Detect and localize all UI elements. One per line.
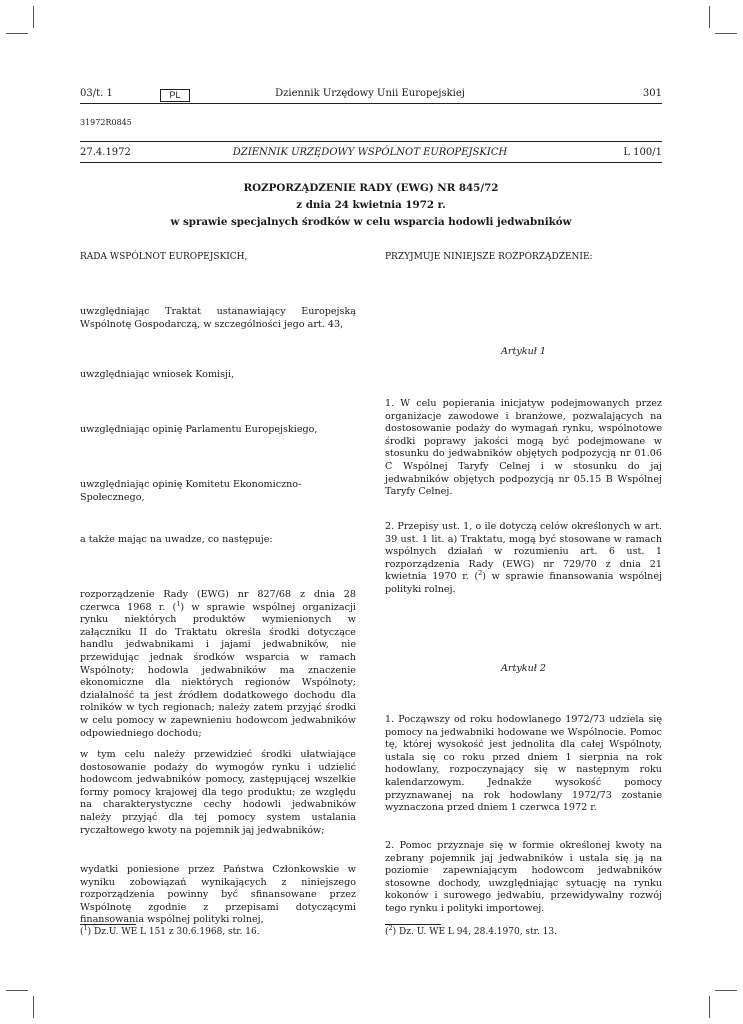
regulation-date: z dnia 24 kwietnia 1972 r. <box>296 199 446 211</box>
language-badge: PL <box>160 89 190 102</box>
footnote-1-text: Dz.U. WE L 151 z 30.6.1968, str. 16. <box>94 927 260 937</box>
crop-mark <box>6 990 28 991</box>
footnote-ref-1: 1 <box>176 599 181 608</box>
issue-number: 03/t. 1 <box>80 88 113 99</box>
article-1-paragraph-2 <box>385 521 662 597</box>
running-header-rule-bottom <box>80 162 662 163</box>
recital-ecosoc: uwzględniając opinię Komitetu Ekonomiczno-Społecznego, <box>80 479 302 503</box>
crop-mark <box>709 996 710 1018</box>
whereas-1-text-b: ) w sprawie wspólnej organizacji rynku niektórych produktów wymienionych w załączniku II do Traktatu określa środki dotyczące handlu jedwabnikami i jajami jedwabników, nie przewidując jednak środków wsparcia w ramach Wspólnoty; hodowla jedwabników ma znaczenie ekonomiczne dla niektórych regionów Wspólnoty; działalność ta jest źródłem dodatkowego dochodu dla rolników w tych regionach; należy zatem przyjąć środki w celu pomocy w zapewnieniu hodowcom jedwabników odpowiedniego dochodu; <box>80 601 356 739</box>
running-header-title: DZIENNIK URZĘDOWY WSPÓLNOT EUROPEJSKICH <box>232 147 508 158</box>
header-rule <box>80 103 662 104</box>
whereas-paragraph-1 <box>80 589 356 740</box>
footnote-2: ($^2$) Dz. U. WE L 94, 28.4.1970, str. 13. <box>385 924 557 937</box>
crop-mark <box>6 33 28 34</box>
page-number: 301 <box>642 88 662 99</box>
footnote-rule-left <box>80 924 136 925</box>
article-2-paragraph-1: 1. Począwszy od roku hodowlanego 1972/73 udziela się pomocy na jedwabniki hodowane we Wspólnocie. Pomoc tę, której wysokość jest jednolita dla całej Wspólnoty, ustala się co roku przed dniem 1 sierpnia na rok hodowlany, rozpoczynający się w następnym roku kalendarzowym. Jednakże wysokość pomocy przyznawanej na rok hodowlany 1972/73 zostanie wyznaczona przed dniem 1 czerwca 1972 r. <box>385 714 662 814</box>
journal-title: Dziennik Urzędowy Unii Europejskiej <box>275 88 465 99</box>
regulation-subject: w sprawie specjalnych środków w celu wsparcia hodowli jedwabników <box>170 216 572 228</box>
whereas-paragraph-3: wydatki poniesione przez Państwa Członkowskie w wyniku zobowiązań wynikających z niniejszego rozporządzenia powinny być sfinansowane przez Wspólnotę zgodnie z przepisami dotyczącymi finansowania wspólnej polityki rolnej, <box>80 864 356 926</box>
whereas-1-text-a: rozporządzenie Rady (EWG) nr 827/68 z dnia 28 czerwca 1968 r. ( <box>80 589 356 613</box>
footnote-rule-right <box>385 924 441 925</box>
recital-treaty: uwzględniając Traktat ustanawiający Europejską Wspólnotę Gospodarczą, w szczególności jego art. 43, <box>80 306 356 330</box>
article-1-heading: Artykuł 1 <box>500 346 547 357</box>
regulation-title: ROZPORZĄDZENIE RADY (EWG) NR 845/72 <box>243 182 499 194</box>
adopts-heading: PRZYJMUJE NINIEJSZE ROZPORZĄDZENIE: <box>385 252 593 262</box>
article-2-paragraph-2: 2. Pomoc przyznaje się w formie określonej kwoty na zebrany pojemnik jaj jedwabników i ustala się ją na poziomie zapewniającym hodowcom jedwabników stosowne dochody, uwzględniając sytuację na rynku kokonów i surowego jedwabiu, przewidywalny rozwój tego rynku i polityki importowej. <box>385 840 662 914</box>
footnote-2-number: 2 <box>388 924 393 932</box>
publication-date: 27.4.1972 <box>80 147 131 158</box>
article-1-paragraph-1: 1. W celu popierania inicjatyw podejmowanych przez organizacje zawodowe i branżowe, pozwalających na dostosowanie podaży do wymagań rynku, wspólnotowe środki poprawy jakości mogą być podejmowane w stosunku do jedwabników objętych podpozycją nr 01.06 C Wspólnej Taryfy Celnej i w stosunku do jaj jedwabników objętych podpozycją nr 05.15 B Wspólnej Taryfy Celnej. <box>385 398 662 498</box>
recital-commission: uwzględniając wniosek Komisji, <box>80 369 235 380</box>
crop-mark <box>715 33 737 34</box>
article-2-heading: Artykuł 2 <box>500 663 547 674</box>
recital-parliament: uwzględniając opinię Parlamentu Europejskiego, <box>80 424 318 435</box>
recital-whereas: a także mając na uwadze, co następuje: <box>80 534 273 545</box>
footnote-2-text: Dz. U. WE L 94, 28.4.1970, str. 13. <box>399 927 557 937</box>
crop-mark <box>33 6 34 28</box>
footnote-ref-2: 2 <box>478 569 483 578</box>
crop-mark <box>709 6 710 28</box>
whereas-paragraph-2: w tym celu należy przewidzieć środki ułatwiające dostosowanie podaży do wymogów rynku i udzielić hodowcom jedwabników pomocy, zastępującej wszelkie formy pomocy krajowej dla tego produktu; ze względu na charakterystyczne cechy hodowli jedwabników należy przyjąć dla tej pomocy system ustalania ryczałtowego kwoty na pojemnik jaj jedwabników; <box>80 749 356 836</box>
running-header-rule-top <box>80 141 662 142</box>
journal-reference: L 100/1 <box>623 147 662 158</box>
art1-p2-text-b: ) w sprawie finansowania wspólnej polityki rolnej. <box>385 571 662 595</box>
footnote-1: ($^1$) Dz.U. WE L 151 z 30.6.1968, str. 16. <box>80 924 260 937</box>
celex-number: 31972R0845 <box>80 118 132 127</box>
footnote-1-number: 1 <box>83 924 88 932</box>
art1-p2-text-a: 2. Przepisy ust. 1, o ile dotyczą celów określonych w art. 39 ust. 1 lit. a) Traktatu, mogą być stosowane w ramach wspólnych działań w rozumieniu art. 6 ust. 1 rozporządzenia Rady (EWG) nr 729/70 z dnia 21 kwietnia 1970 r. ( <box>385 521 662 583</box>
crop-mark <box>33 996 34 1018</box>
council-heading: RADA WSPÓLNOT EUROPEJSKICH, <box>80 252 248 262</box>
crop-mark <box>715 990 737 991</box>
